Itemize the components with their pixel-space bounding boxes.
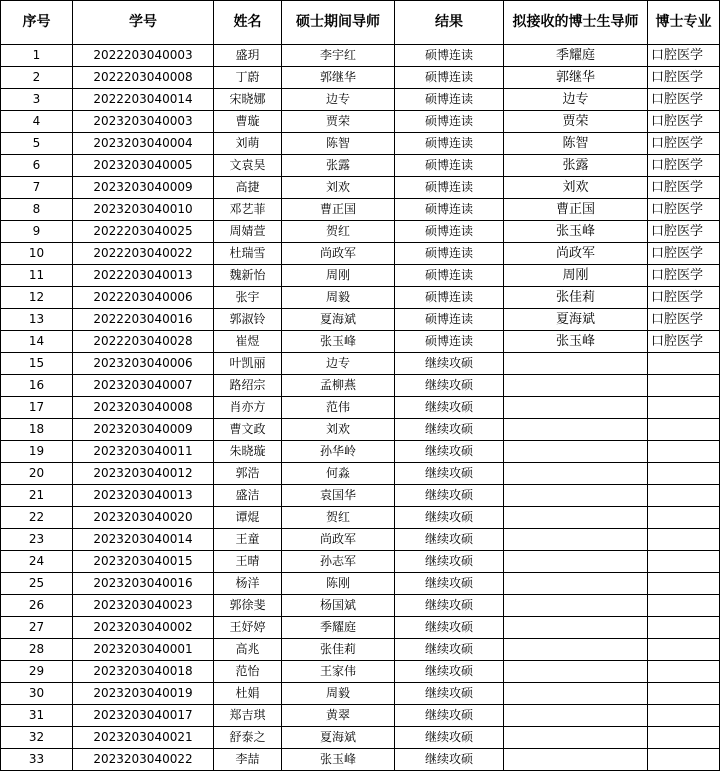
- cell-student-id: 2023203040012: [73, 463, 214, 485]
- header-name: 姓名: [214, 1, 282, 45]
- cell-name: 邓艺菲: [214, 199, 282, 221]
- cell-phd-major: 口腔医学: [648, 155, 720, 177]
- cell-master-advisor: 袁国华: [282, 485, 395, 507]
- cell-phd-major: 口腔医学: [648, 287, 720, 309]
- cell-master-advisor: 夏海斌: [282, 309, 395, 331]
- cell-phd-advisor: [504, 573, 648, 595]
- cell-result: 硕博连读: [395, 155, 504, 177]
- header-student-id: 学号: [73, 1, 214, 45]
- cell-student-id: 2022203040022: [73, 243, 214, 265]
- cell-phd-advisor: 张玉峰: [504, 221, 648, 243]
- cell-phd-major: 口腔医学: [648, 221, 720, 243]
- cell-phd-major: [648, 463, 720, 485]
- cell-name: 张宇: [214, 287, 282, 309]
- cell-phd-advisor: [504, 639, 648, 661]
- cell-phd-major: [648, 507, 720, 529]
- table-row: [1, 749, 720, 771]
- cell-name: 路绍宗: [214, 375, 282, 397]
- cell-result: 硕博连读: [395, 243, 504, 265]
- cell-phd-advisor: [504, 749, 648, 771]
- cell-phd-advisor: 周刚: [504, 265, 648, 287]
- cell-master-advisor: 贾荣: [282, 111, 395, 133]
- table-row: [1, 265, 720, 287]
- cell-idx: 12: [1, 287, 73, 309]
- cell-idx: 30: [1, 683, 73, 705]
- cell-phd-major: 口腔医学: [648, 133, 720, 155]
- cell-name: 杨洋: [214, 573, 282, 595]
- cell-idx: 25: [1, 573, 73, 595]
- cell-master-advisor: 周刚: [282, 265, 395, 287]
- cell-result: 继续攻硕: [395, 463, 504, 485]
- cell-student-id: 2023203040016: [73, 573, 214, 595]
- cell-idx: 4: [1, 111, 73, 133]
- cell-idx: 8: [1, 199, 73, 221]
- cell-name: 宋晓娜: [214, 89, 282, 111]
- cell-master-advisor: 李宇红: [282, 45, 395, 67]
- header-result: 结果: [395, 1, 504, 45]
- cell-name: 丁蔚: [214, 67, 282, 89]
- cell-result: 硕博连读: [395, 111, 504, 133]
- cell-phd-major: [648, 595, 720, 617]
- cell-result: 硕博连读: [395, 45, 504, 67]
- table-row: [1, 463, 720, 485]
- cell-phd-advisor: 季耀庭: [504, 45, 648, 67]
- cell-idx: 13: [1, 309, 73, 331]
- cell-phd-advisor: 刘欢: [504, 177, 648, 199]
- cell-name: 朱晓璇: [214, 441, 282, 463]
- cell-name: 肖亦方: [214, 397, 282, 419]
- cell-student-id: 2023203040004: [73, 133, 214, 155]
- cell-idx: 21: [1, 485, 73, 507]
- cell-name: 崔煜: [214, 331, 282, 353]
- cell-student-id: 2023203040007: [73, 375, 214, 397]
- cell-name: 盛玥: [214, 45, 282, 67]
- table-row: [1, 661, 720, 683]
- table-row: [1, 485, 720, 507]
- cell-master-advisor: 周毅: [282, 683, 395, 705]
- cell-name: 魏新怡: [214, 265, 282, 287]
- cell-phd-major: [648, 551, 720, 573]
- cell-phd-advisor: [504, 507, 648, 529]
- table-row: [1, 551, 720, 573]
- cell-phd-major: [648, 441, 720, 463]
- cell-phd-major: [648, 749, 720, 771]
- cell-idx: 24: [1, 551, 73, 573]
- cell-result: 继续攻硕: [395, 727, 504, 749]
- cell-phd-major: [648, 419, 720, 441]
- cell-master-advisor: 张玉峰: [282, 749, 395, 771]
- cell-result: 硕博连读: [395, 331, 504, 353]
- table-row: [1, 199, 720, 221]
- cell-master-advisor: 黄翠: [282, 705, 395, 727]
- table-row: [1, 683, 720, 705]
- cell-result: 硕博连读: [395, 265, 504, 287]
- cell-result: 继续攻硕: [395, 529, 504, 551]
- cell-master-advisor: 张露: [282, 155, 395, 177]
- cell-result: 硕博连读: [395, 287, 504, 309]
- cell-student-id: 2022203040016: [73, 309, 214, 331]
- cell-idx: 19: [1, 441, 73, 463]
- cell-student-id: 2023203040017: [73, 705, 214, 727]
- cell-student-id: 2022203040008: [73, 67, 214, 89]
- cell-phd-major: [648, 397, 720, 419]
- cell-idx: 27: [1, 617, 73, 639]
- table-row: [1, 639, 720, 661]
- cell-idx: 9: [1, 221, 73, 243]
- cell-student-id: 2022203040006: [73, 287, 214, 309]
- cell-idx: 32: [1, 727, 73, 749]
- cell-phd-advisor: [504, 441, 648, 463]
- cell-name: 郭徐斐: [214, 595, 282, 617]
- cell-name: 杜瑞雪: [214, 243, 282, 265]
- table-row: [1, 353, 720, 375]
- cell-phd-major: [648, 375, 720, 397]
- cell-idx: 17: [1, 397, 73, 419]
- cell-idx: 20: [1, 463, 73, 485]
- table-row: [1, 529, 720, 551]
- cell-name: 郭淑铃: [214, 309, 282, 331]
- cell-master-advisor: 杨国斌: [282, 595, 395, 617]
- cell-phd-advisor: [504, 661, 648, 683]
- table-body: [1, 45, 720, 771]
- table-row: [1, 419, 720, 441]
- cell-student-id: 2023203040010: [73, 199, 214, 221]
- cell-phd-major: 口腔医学: [648, 265, 720, 287]
- cell-idx: 15: [1, 353, 73, 375]
- cell-phd-major: [648, 661, 720, 683]
- cell-phd-advisor: [504, 683, 648, 705]
- cell-phd-major: 口腔医学: [648, 199, 720, 221]
- cell-master-advisor: 刘欢: [282, 419, 395, 441]
- cell-result: 继续攻硕: [395, 485, 504, 507]
- cell-phd-major: 口腔医学: [648, 331, 720, 353]
- table-row: [1, 573, 720, 595]
- table-row: [1, 89, 720, 111]
- cell-result: 继续攻硕: [395, 441, 504, 463]
- cell-student-id: 2022203040003: [73, 45, 214, 67]
- cell-idx: 1: [1, 45, 73, 67]
- cell-phd-advisor: [504, 551, 648, 573]
- cell-student-id: 2023203040022: [73, 749, 214, 771]
- header-row: [1, 1, 720, 45]
- cell-idx: 23: [1, 529, 73, 551]
- cell-master-advisor: 周毅: [282, 287, 395, 309]
- cell-result: 硕博连读: [395, 67, 504, 89]
- cell-student-id: 2023203040019: [73, 683, 214, 705]
- table-row: [1, 221, 720, 243]
- cell-master-advisor: 王家伟: [282, 661, 395, 683]
- cell-master-advisor: 陈智: [282, 133, 395, 155]
- cell-idx: 11: [1, 265, 73, 287]
- cell-idx: 7: [1, 177, 73, 199]
- table-row: [1, 441, 720, 463]
- table-row: [1, 727, 720, 749]
- cell-master-advisor: 季耀庭: [282, 617, 395, 639]
- cell-phd-major: [648, 529, 720, 551]
- cell-result: 继续攻硕: [395, 705, 504, 727]
- cell-student-id: 2022203040028: [73, 331, 214, 353]
- cell-master-advisor: 张佳莉: [282, 639, 395, 661]
- cell-student-id: 2023203040001: [73, 639, 214, 661]
- table-row: [1, 397, 720, 419]
- header-phd-major: 博士专业: [648, 1, 720, 45]
- cell-result: 继续攻硕: [395, 749, 504, 771]
- cell-name: 王晴: [214, 551, 282, 573]
- cell-idx: 33: [1, 749, 73, 771]
- cell-result: 继续攻硕: [395, 551, 504, 573]
- cell-master-advisor: 边专: [282, 89, 395, 111]
- cell-master-advisor: 贺红: [282, 221, 395, 243]
- cell-phd-major: 口腔医学: [648, 89, 720, 111]
- cell-phd-advisor: 陈智: [504, 133, 648, 155]
- cell-idx: 22: [1, 507, 73, 529]
- cell-student-id: 2023203040020: [73, 507, 214, 529]
- cell-result: 继续攻硕: [395, 595, 504, 617]
- table-row: [1, 111, 720, 133]
- cell-student-id: 2023203040011: [73, 441, 214, 463]
- table-row: [1, 243, 720, 265]
- cell-student-id: 2023203040021: [73, 727, 214, 749]
- cell-student-id: 2022203040014: [73, 89, 214, 111]
- cell-name: 王妤婷: [214, 617, 282, 639]
- cell-name: 谭焜: [214, 507, 282, 529]
- cell-master-advisor: 何淼: [282, 463, 395, 485]
- cell-master-advisor: 孙华岭: [282, 441, 395, 463]
- table-row: [1, 155, 720, 177]
- cell-master-advisor: 尚政军: [282, 243, 395, 265]
- cell-phd-major: 口腔医学: [648, 243, 720, 265]
- cell-phd-advisor: [504, 419, 648, 441]
- cell-result: 继续攻硕: [395, 617, 504, 639]
- cell-phd-major: 口腔医学: [648, 67, 720, 89]
- table-row: [1, 67, 720, 89]
- cell-master-advisor: 张玉峰: [282, 331, 395, 353]
- cell-phd-advisor: [504, 529, 648, 551]
- header-master-advisor: 硕士期间导师: [282, 1, 395, 45]
- cell-student-id: 2023203040013: [73, 485, 214, 507]
- cell-master-advisor: 贺红: [282, 507, 395, 529]
- cell-phd-major: 口腔医学: [648, 111, 720, 133]
- table-row: [1, 331, 720, 353]
- cell-phd-major: [648, 683, 720, 705]
- cell-master-advisor: 孟柳燕: [282, 375, 395, 397]
- cell-name: 李喆: [214, 749, 282, 771]
- cell-idx: 31: [1, 705, 73, 727]
- cell-name: 高捷: [214, 177, 282, 199]
- cell-master-advisor: 尚政军: [282, 529, 395, 551]
- cell-name: 曹文政: [214, 419, 282, 441]
- cell-phd-major: [648, 727, 720, 749]
- cell-phd-major: 口腔医学: [648, 45, 720, 67]
- cell-master-advisor: 边专: [282, 353, 395, 375]
- header-idx: 序号: [1, 1, 73, 45]
- table-row: [1, 45, 720, 67]
- cell-result: 继续攻硕: [395, 375, 504, 397]
- cell-phd-major: [648, 485, 720, 507]
- cell-phd-advisor: [504, 617, 648, 639]
- cell-student-id: 2023203040015: [73, 551, 214, 573]
- table-row: [1, 375, 720, 397]
- cell-phd-advisor: 郭继华: [504, 67, 648, 89]
- cell-student-id: 2022203040025: [73, 221, 214, 243]
- cell-result: 硕博连读: [395, 133, 504, 155]
- cell-result: 硕博连读: [395, 221, 504, 243]
- cell-master-advisor: 孙志军: [282, 551, 395, 573]
- cell-phd-major: 口腔医学: [648, 177, 720, 199]
- cell-idx: 29: [1, 661, 73, 683]
- cell-name: 文袁昊: [214, 155, 282, 177]
- cell-phd-advisor: [504, 705, 648, 727]
- cell-phd-major: [648, 639, 720, 661]
- cell-phd-advisor: [504, 595, 648, 617]
- cell-idx: 26: [1, 595, 73, 617]
- cell-name: 舒泰之: [214, 727, 282, 749]
- cell-phd-major: [648, 617, 720, 639]
- cell-student-id: 2022203040013: [73, 265, 214, 287]
- cell-name: 范怡: [214, 661, 282, 683]
- cell-student-id: 2023203040009: [73, 419, 214, 441]
- cell-phd-advisor: 张露: [504, 155, 648, 177]
- cell-phd-advisor: 张玉峰: [504, 331, 648, 353]
- cell-master-advisor: 范伟: [282, 397, 395, 419]
- table-row: [1, 617, 720, 639]
- cell-idx: 10: [1, 243, 73, 265]
- cell-student-id: 2023203040003: [73, 111, 214, 133]
- cell-student-id: 2023203040005: [73, 155, 214, 177]
- table-row: [1, 133, 720, 155]
- cell-result: 硕博连读: [395, 199, 504, 221]
- cell-name: 盛洁: [214, 485, 282, 507]
- table-row: [1, 507, 720, 529]
- cell-phd-advisor: 尚政军: [504, 243, 648, 265]
- table-row: [1, 287, 720, 309]
- cell-result: 继续攻硕: [395, 683, 504, 705]
- cell-master-advisor: 刘欢: [282, 177, 395, 199]
- cell-idx: 16: [1, 375, 73, 397]
- cell-name: 杜娟: [214, 683, 282, 705]
- table-row: [1, 705, 720, 727]
- cell-phd-advisor: [504, 485, 648, 507]
- cell-idx: 6: [1, 155, 73, 177]
- cell-master-advisor: 郭继华: [282, 67, 395, 89]
- cell-name: 刘萌: [214, 133, 282, 155]
- cell-result: 继续攻硕: [395, 419, 504, 441]
- cell-idx: 5: [1, 133, 73, 155]
- cell-phd-advisor: [504, 375, 648, 397]
- table-row: [1, 595, 720, 617]
- cell-result: 硕博连读: [395, 309, 504, 331]
- cell-phd-advisor: [504, 727, 648, 749]
- cell-phd-advisor: 夏海斌: [504, 309, 648, 331]
- cell-result: 继续攻硕: [395, 661, 504, 683]
- cell-idx: 2: [1, 67, 73, 89]
- table-row: [1, 177, 720, 199]
- cell-phd-major: [648, 705, 720, 727]
- cell-student-id: 2023203040023: [73, 595, 214, 617]
- table-header: [1, 1, 720, 45]
- cell-phd-major: [648, 573, 720, 595]
- table-row: [1, 309, 720, 331]
- cell-result: 继续攻硕: [395, 353, 504, 375]
- cell-phd-advisor: [504, 353, 648, 375]
- cell-name: 郑吉琪: [214, 705, 282, 727]
- cell-student-id: 2023203040008: [73, 397, 214, 419]
- cell-phd-advisor: [504, 397, 648, 419]
- cell-student-id: 2023203040002: [73, 617, 214, 639]
- cell-student-id: 2023203040009: [73, 177, 214, 199]
- cell-phd-advisor: 贾荣: [504, 111, 648, 133]
- cell-student-id: 2023203040006: [73, 353, 214, 375]
- cell-result: 硕博连读: [395, 89, 504, 111]
- cell-phd-advisor: 曹正国: [504, 199, 648, 221]
- cell-idx: 3: [1, 89, 73, 111]
- cell-name: 高兆: [214, 639, 282, 661]
- cell-result: 继续攻硕: [395, 507, 504, 529]
- cell-idx: 14: [1, 331, 73, 353]
- cell-name: 周婧萱: [214, 221, 282, 243]
- cell-phd-major: 口腔医学: [648, 309, 720, 331]
- cell-phd-major: [648, 353, 720, 375]
- cell-idx: 28: [1, 639, 73, 661]
- cell-phd-advisor: 张佳莉: [504, 287, 648, 309]
- cell-master-advisor: 曹正国: [282, 199, 395, 221]
- cell-phd-advisor: 边专: [504, 89, 648, 111]
- cell-result: 继续攻硕: [395, 397, 504, 419]
- cell-idx: 18: [1, 419, 73, 441]
- cell-result: 继续攻硕: [395, 573, 504, 595]
- cell-student-id: 2023203040018: [73, 661, 214, 683]
- cell-phd-advisor: [504, 463, 648, 485]
- cell-master-advisor: 夏海斌: [282, 727, 395, 749]
- cell-student-id: 2023203040014: [73, 529, 214, 551]
- cell-master-advisor: 陈刚: [282, 573, 395, 595]
- cell-name: 王童: [214, 529, 282, 551]
- cell-name: 曹璇: [214, 111, 282, 133]
- cell-name: 郭浩: [214, 463, 282, 485]
- cell-result: 硕博连读: [395, 177, 504, 199]
- cell-result: 继续攻硕: [395, 639, 504, 661]
- header-phd-advisor: 拟接收的博士生导师: [504, 1, 648, 45]
- cell-name: 叶凯丽: [214, 353, 282, 375]
